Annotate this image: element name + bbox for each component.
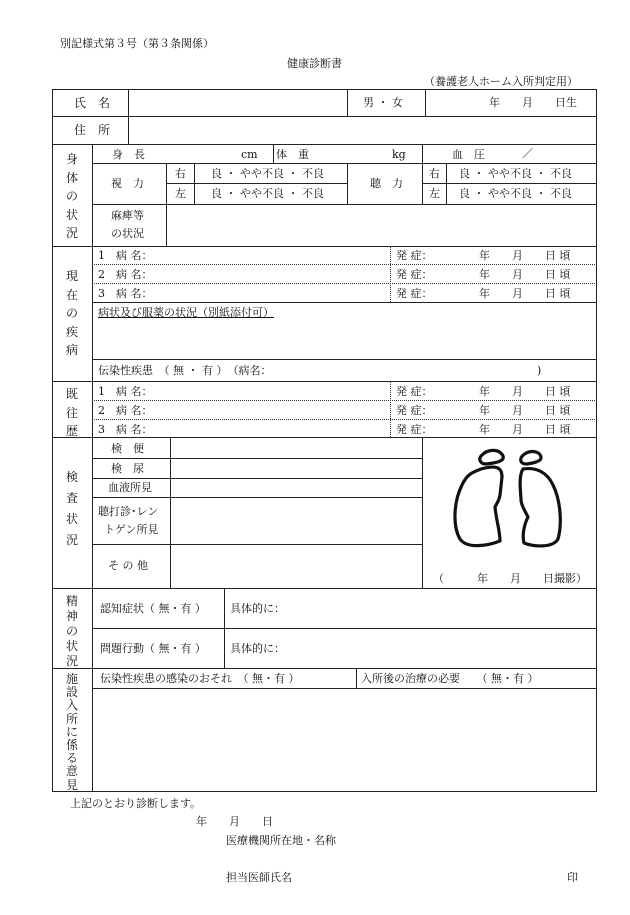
rule: [52, 588, 597, 589]
rule: [446, 163, 447, 204]
dotted-rule: [92, 283, 597, 284]
document-title: 健康診断書: [287, 57, 342, 70]
xray-findings-label: 聴打診･レン: [98, 505, 159, 518]
vision-left-scale[interactable]: 良 ・ やや不良 ・ 不良: [211, 187, 324, 200]
treatment-needed-field[interactable]: 入所後の治療の必要 （ 無・有 ）: [361, 672, 539, 685]
dementia-specific-label: 具体的に：: [230, 602, 285, 615]
rule: [356, 668, 357, 688]
hearing-left-label: 左: [429, 187, 440, 200]
form-number: 別記様式第３号（第３条関係）: [60, 37, 214, 50]
hearing-left-scale[interactable]: 良 ・ やや不良 ・ 不良: [459, 187, 572, 200]
dotted-rule: [92, 264, 597, 265]
rule: [52, 144, 597, 145]
rule: [347, 89, 348, 116]
diagnosis-statement: 上記のとおり診断します。: [70, 797, 202, 810]
vision-right-scale[interactable]: 良 ・ やや不良 ・ 不良: [211, 167, 324, 180]
institution-label: 医療機関所在地・名称: [226, 834, 336, 847]
name-label: 氏 名: [74, 96, 111, 110]
blood-findings-label: 血液所見: [108, 481, 152, 494]
infectious-disease-close: ): [537, 364, 542, 377]
paralysis-label-2: の状況: [111, 227, 144, 240]
rule: [425, 89, 426, 116]
rule: [92, 204, 597, 205]
urine-test-label: 検 尿: [111, 462, 144, 475]
medication-status-label: 病状及び服薬の状況（別紙添付可）: [98, 306, 274, 319]
weight-label: 体 重: [276, 148, 309, 161]
blood-pressure-separator: ／: [522, 147, 533, 160]
past-illness-1-date[interactable]: 年 月 日 頃: [479, 385, 571, 398]
past-history-label: 既往歴: [65, 387, 78, 439]
rule: [52, 668, 597, 669]
rule: [92, 628, 597, 629]
rule: [52, 437, 597, 438]
height-unit: cm: [241, 148, 258, 161]
vision-right-label: 右: [175, 167, 186, 180]
rule: [92, 458, 422, 459]
rule: [52, 246, 597, 247]
xray-photo-date[interactable]: （ 年 月 日撮影）: [433, 572, 587, 585]
stool-test-label: 検 便: [111, 442, 144, 455]
past-illness-2-onset: 発 症：: [396, 404, 433, 417]
dotted-rule: [390, 381, 391, 437]
lungs-diagram: [450, 445, 580, 555]
current-illness-2-name[interactable]: 2 病 名：: [98, 268, 153, 281]
infectious-disease-label[interactable]: 伝染性疾患 （ 無 ・ 有 ） （病名：: [98, 364, 272, 377]
rule: [170, 437, 171, 588]
facility-opinion-label: 施設入所に係る意見: [65, 672, 78, 792]
current-illness-1-onset: 発 症：: [396, 249, 433, 262]
current-illness-3-date[interactable]: 年 月 日 頃: [479, 287, 571, 300]
past-illness-3-date[interactable]: 年 月 日 頃: [479, 423, 571, 436]
mental-status-label: 精神の状況: [65, 594, 78, 668]
rule: [52, 381, 597, 382]
current-illness-1-date[interactable]: 年 月 日 頃: [479, 249, 571, 262]
rule: [166, 163, 167, 246]
rule: [92, 544, 422, 545]
current-illness-label: 現在の疾病: [65, 269, 78, 358]
current-illness-2-onset: 発 症：: [396, 268, 433, 281]
blood-pressure-label: 血 圧: [452, 148, 485, 161]
diagnosis-date[interactable]: 年 月 日: [196, 815, 273, 828]
weight-unit: kg: [392, 148, 406, 161]
birth-date-field[interactable]: 年 月 日生: [489, 96, 577, 109]
rule: [92, 144, 93, 792]
past-illness-1-onset: 発 症：: [396, 385, 433, 398]
hearing-label: 聴 力: [370, 177, 403, 190]
infection-risk-field[interactable]: 伝染性疾患の感染のおそれ （ 無・有 ）: [100, 672, 300, 685]
xray-findings-label-2: トゲン所見: [104, 523, 159, 536]
address-label: 住 所: [74, 123, 111, 137]
past-illness-2-name[interactable]: 2 病 名：: [98, 404, 153, 417]
height-label: 身 長: [112, 148, 145, 161]
dotted-rule: [390, 246, 391, 302]
rule: [224, 588, 225, 668]
behavior-specific-label: 具体的に：: [230, 642, 285, 655]
examination-label: 検査状況: [65, 470, 78, 547]
current-illness-1-name[interactable]: 1 病 名：: [98, 249, 153, 262]
vision-left-label: 左: [175, 187, 186, 200]
problem-behavior-field[interactable]: 問題行動（ 無・有 ）: [100, 642, 206, 655]
hearing-right-label: 右: [429, 167, 440, 180]
dotted-rule: [92, 419, 597, 420]
rule: [92, 688, 597, 689]
rule: [347, 163, 348, 204]
document-subtitle: （養護老人ホーム入所判定用）: [424, 75, 578, 88]
rule: [92, 359, 597, 360]
current-illness-3-name[interactable]: 3 病 名：: [98, 287, 153, 300]
rule: [128, 89, 129, 144]
current-illness-3-onset: 発 症：: [396, 287, 433, 300]
rule: [92, 478, 422, 479]
rule: [422, 183, 597, 184]
other-exam-label: そ の 他: [108, 559, 148, 572]
past-illness-1-name[interactable]: 1 病 名：: [98, 385, 153, 398]
body-condition-label: 身体の状況: [65, 152, 78, 241]
rule: [52, 116, 597, 117]
dementia-symptoms-field[interactable]: 認知症状（ 無・有 ）: [100, 602, 206, 615]
hearing-right-scale[interactable]: 良 ・ やや不良 ・ 不良: [459, 167, 572, 180]
rule: [194, 163, 195, 204]
rule: [92, 497, 422, 498]
rule: [273, 144, 274, 163]
past-illness-3-onset: 発 症：: [396, 423, 433, 436]
gender-field[interactable]: 男 ・ 女: [363, 96, 403, 109]
current-illness-2-date[interactable]: 年 月 日 頃: [479, 268, 571, 281]
rule: [422, 144, 423, 204]
past-illness-3-name[interactable]: 3 病 名：: [98, 423, 153, 436]
rule: [92, 163, 597, 164]
paralysis-label: 麻痺等: [111, 209, 144, 222]
vision-label: 視 力: [111, 177, 144, 190]
seal-mark: 印: [567, 871, 578, 884]
rule: [92, 302, 597, 303]
dotted-rule: [92, 400, 597, 401]
doctor-name-label: 担当医師氏名: [226, 871, 292, 884]
rule: [422, 437, 423, 588]
past-illness-2-date[interactable]: 年 月 日 頃: [479, 404, 571, 417]
